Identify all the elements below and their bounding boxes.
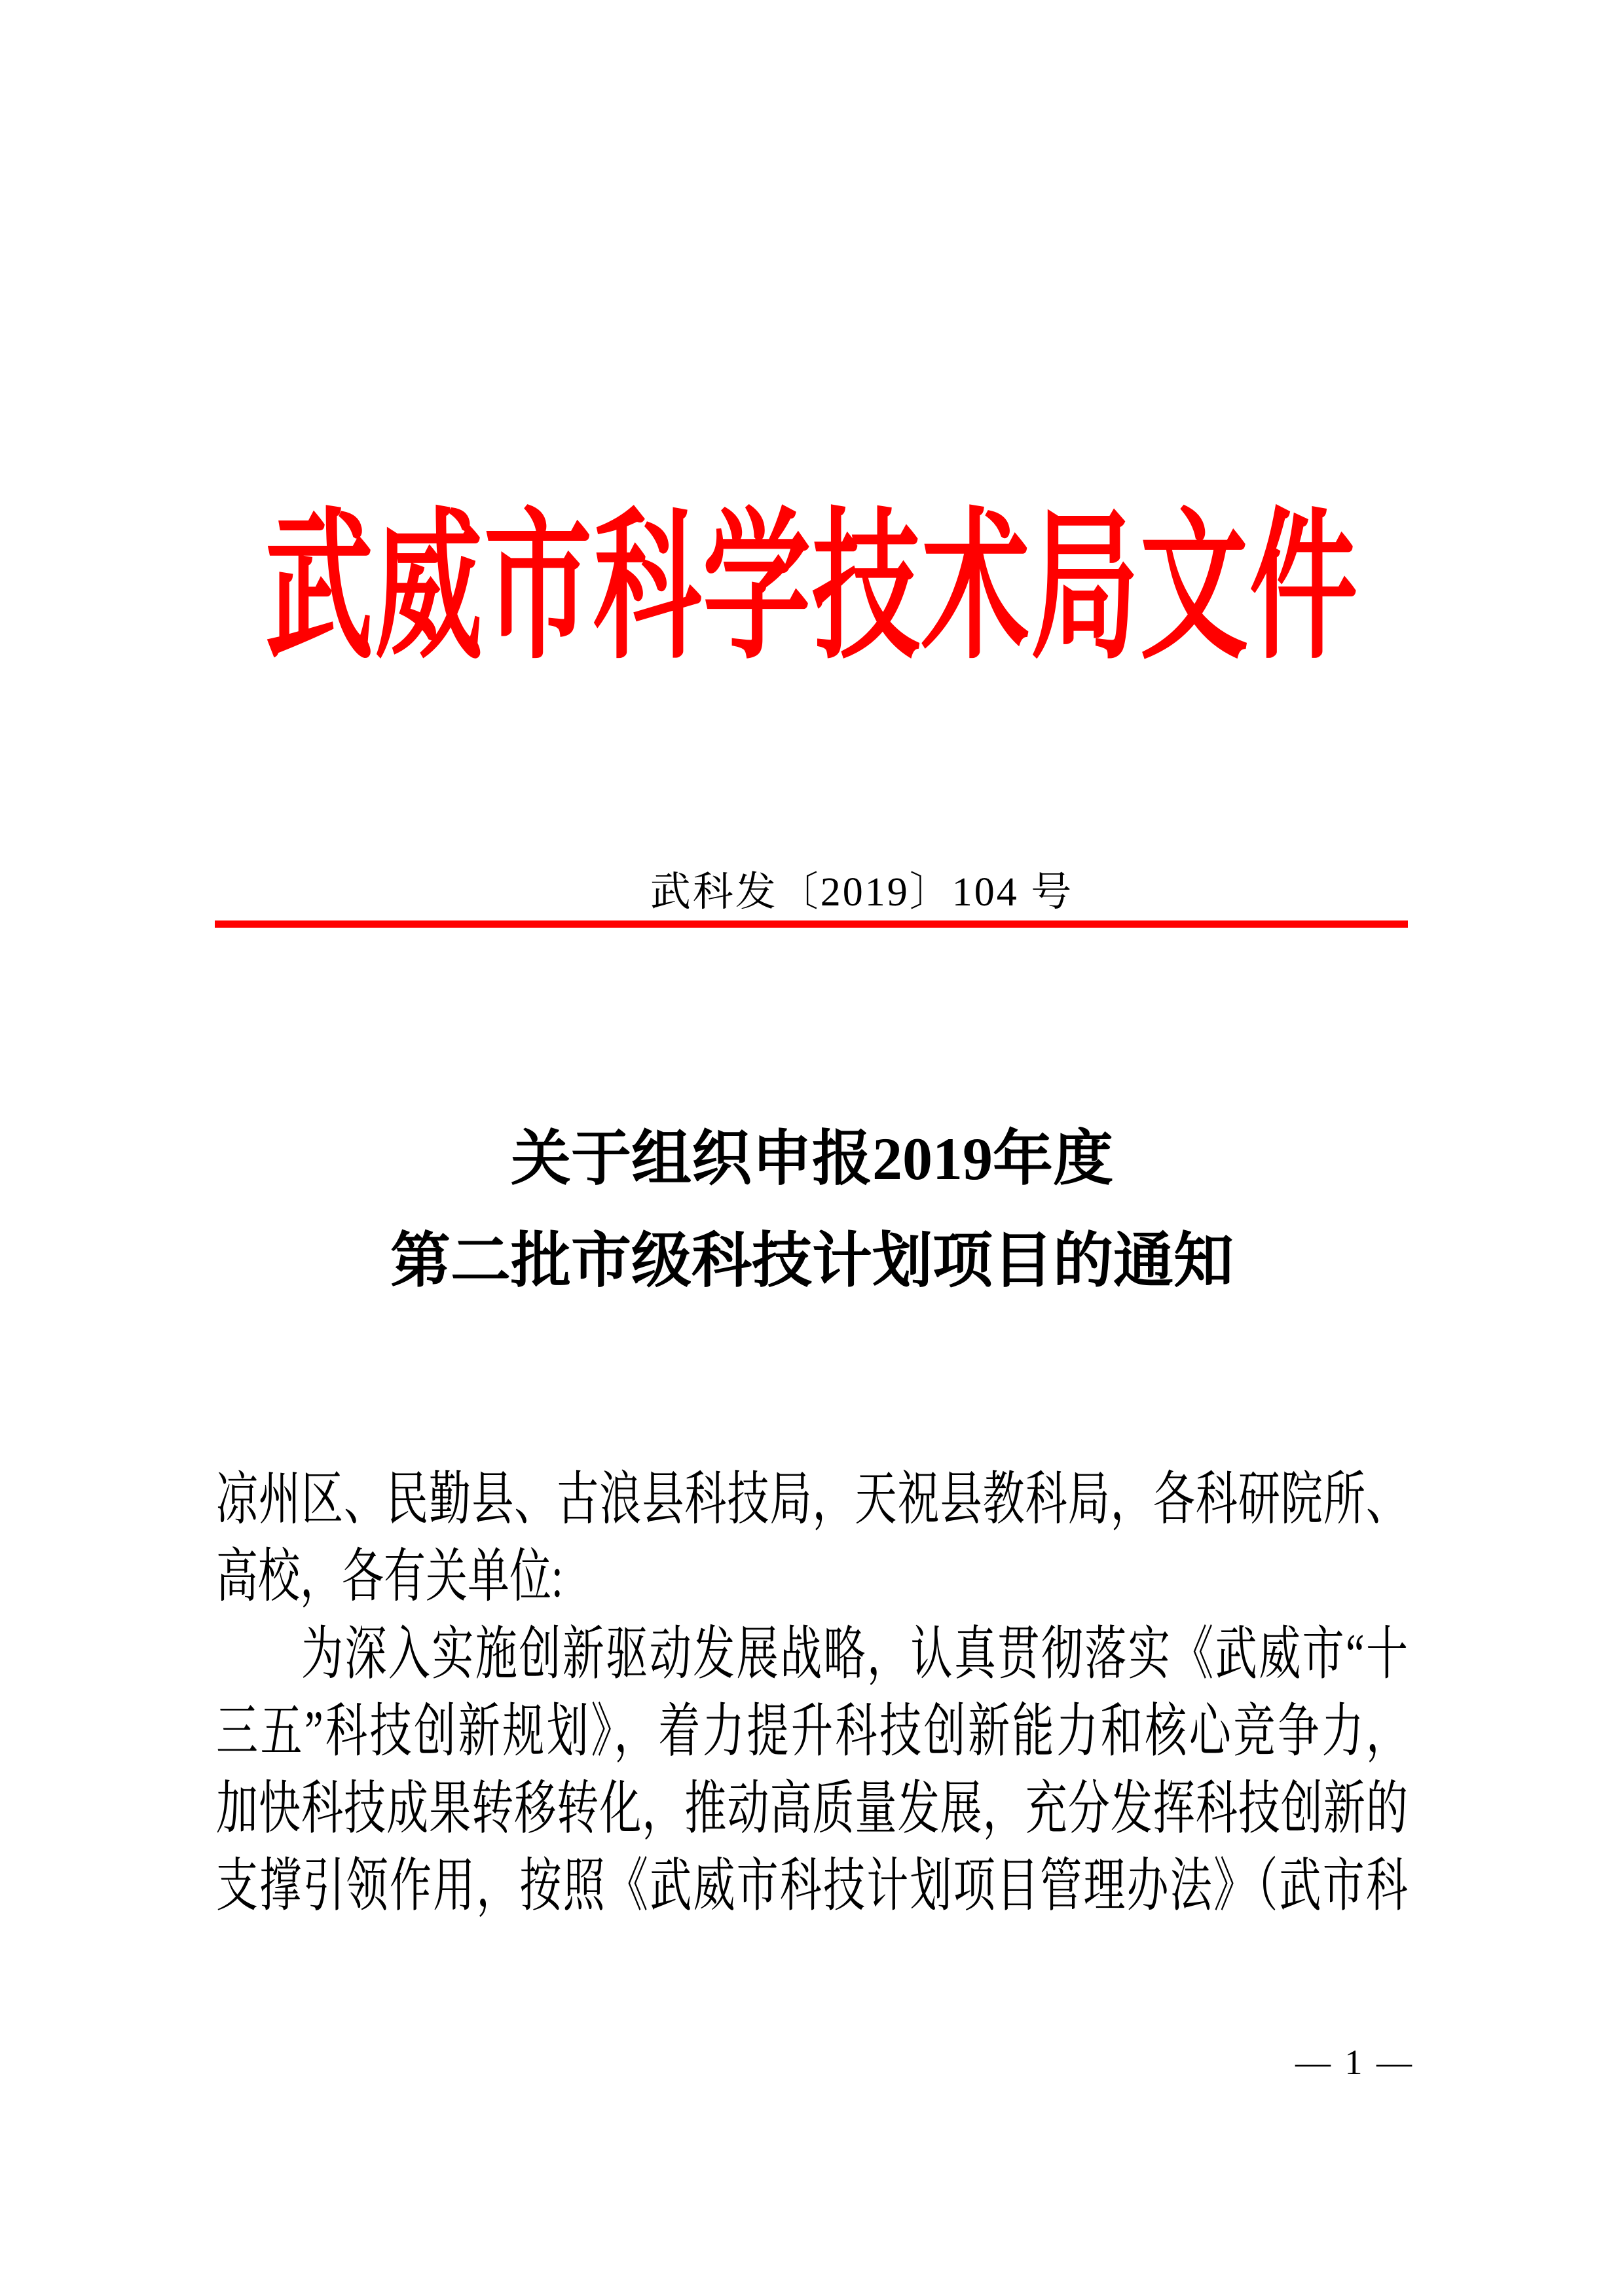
notice-title-line-1: 关于组织申报2019年度	[510, 1125, 1113, 1192]
recipients-line-2: 高校，各有关单位:	[216, 1544, 563, 1609]
agency-banner-title: 武威市科学技术局文件	[265, 498, 1359, 678]
notice-title	[0, 1108, 1624, 1312]
page-number: — 1 —	[1295, 2043, 1414, 2082]
paragraph-line-1: 为深入实施创新驱动发展战略，认真贯彻落实《武威市“十	[301, 1622, 1408, 1686]
document-reference-number: 武科发〔2019〕104 号	[650, 870, 1074, 915]
recipients-line-1: 凉州区、民勤县、古浪县科技局，天祝县教科局，各科研院所、	[216, 1467, 1408, 1532]
paragraph-line-4: 支撑引领作用，按照《武威市科技计划项目管理办法》（武市科	[216, 1853, 1408, 1919]
paragraph-line-2: 三五”科技创新规划》，着力提升科技创新能力和核心竞争力，	[216, 1699, 1408, 1764]
paragraph-line-3: 加快科技成果转移转化，推动高质量发展，充分发挥科技创新的	[216, 1776, 1408, 1842]
notice-title-line-2: 第二批市级科技计划项目的通知	[390, 1228, 1234, 1294]
red-separator-rule	[215, 920, 1408, 928]
notice-body	[216, 1461, 1408, 1925]
